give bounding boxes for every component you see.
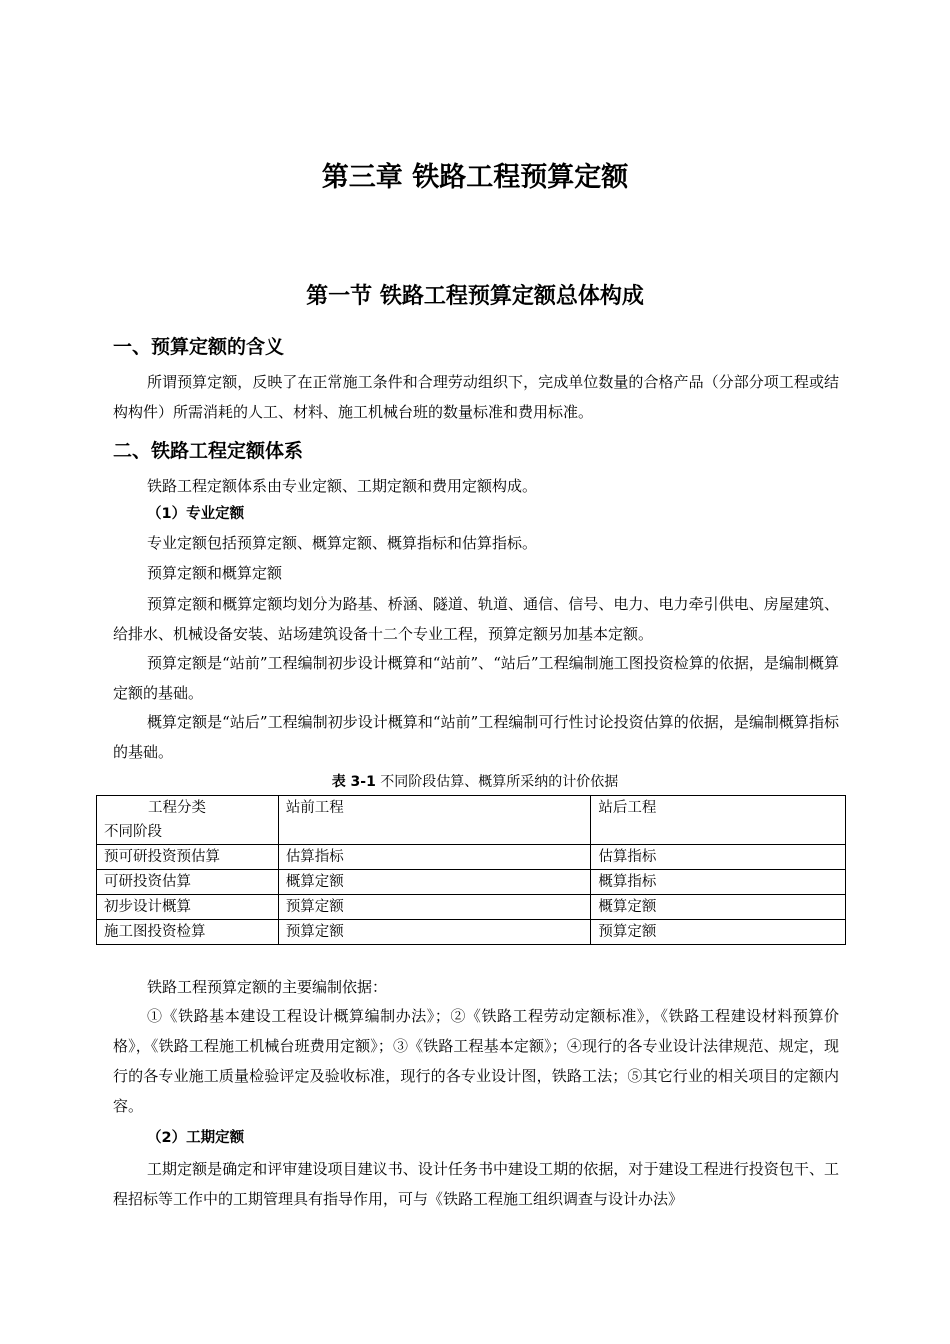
table-row: [97, 895, 846, 920]
header-cell-station-front: 站前工程: [278, 796, 591, 845]
table-cell-rear: 估算指标: [591, 845, 846, 870]
table-caption: [0, 772, 950, 792]
table-row: [97, 920, 846, 945]
header-cell-station-rear: 站后工程: [591, 796, 846, 845]
table-cell-front: 概算定额: [278, 870, 591, 895]
table-cell-stage: 预可研投资预估算: [97, 845, 279, 870]
paragraph-basis-intro: 铁路工程预算定额的主要编制依据：: [147, 978, 388, 996]
table-row: [97, 845, 846, 870]
table-caption-text: 不同阶段估算、概算所采纳的计价依据: [375, 774, 619, 790]
table-cell-rear: 概算指标: [591, 870, 846, 895]
paragraph-definition: 所谓预算定额，反映了在正常施工条件和合理劳动组织下，完成单位数量的合格产品（分部分项工程或结构构件）所需消耗的人工、材料、施工机械台班的数量标准和费用标准。: [113, 373, 839, 421]
paragraph-budget-quota-use: 预算定额是“站前”工程编制初步设计概算和“站前”、“站后”工程编制施工图投资检算的依据，是编制概算定额的基础。: [113, 654, 839, 702]
table-cell-rear: 预算定额: [591, 920, 846, 945]
section-title: 第一节 铁路工程预算定额总体构成: [306, 284, 644, 309]
table-row: [97, 870, 846, 895]
chapter-title: 第三章 铁路工程预算定额: [321, 162, 629, 193]
paragraph-budget-and-estimate: 预算定额和概算定额: [147, 564, 283, 582]
heading-professional-quota: （1）专业定额: [147, 506, 245, 522]
header-stage: 不同阶段: [104, 824, 162, 840]
table-cell-rear: 概算定额: [591, 895, 846, 920]
paragraph-twelve-specialties: 预算定额和概算定额均划分为路基、桥涵、隧道、轨道、通信、信号、电力、电力牵引供电、房屋建筑、给排水、机械设备安装、站场建筑设备十二个专业工程，预算定额另加基本定额。: [113, 595, 839, 643]
table-cell-front: 预算定额: [278, 920, 591, 945]
table-cell-front: 估算指标: [278, 845, 591, 870]
table-caption-label: 表 3-1: [331, 774, 376, 790]
paragraph-duration-quota: 工期定额是确定和评审建设项目建议书、设计任务书中建设工期的依据，对于建设工程进行投资包干、工程招标等工作中的工期管理具有指导作用，可与《铁路工程施工组织调查与设计办法》: [113, 1160, 839, 1208]
heading-budget-quota-meaning: 一、预算定额的含义: [113, 336, 285, 358]
paragraph-estimate-quota-use: 概算定额是“站后”工程编制初步设计概算和“站前”工程编制可行性讨论投资估算的依据，是编制概算指标的基础。: [113, 713, 839, 761]
paragraph-basis-list: ①《铁路基本建设工程设计概算编制办法》；②《铁路工程劳动定额标准》，《铁路工程建设材料预算价格》，《铁路工程施工机械台班费用定额》；③《铁路工程基本定额》；④现行的各专业设计法律规范、规定，现行的各专业施工质量检验评定及验收标准，现行的各专业设计图，铁路工法；⑤其它行业的相关项目的定额内容。: [113, 1007, 839, 1115]
table-cell-stage: 可研投资估算: [97, 870, 279, 895]
heading-quota-system: 二、铁路工程定额体系: [113, 440, 304, 462]
table-cell-front: 预算定额: [278, 895, 591, 920]
paragraph-system-composition: 铁路工程定额体系由专业定额、工期定额和费用定额构成。: [147, 477, 538, 495]
header-project-category: 工程分类: [148, 800, 206, 816]
table-header-row: [97, 796, 846, 845]
header-cell-category: [97, 796, 279, 845]
table-cell-stage: 施工图投资检算: [97, 920, 279, 945]
pricing-basis-table: [96, 795, 846, 945]
paragraph-professional-quota: 专业定额包括预算定额、概算定额、概算指标和估算指标。: [147, 534, 538, 552]
table-cell-stage: 初步设计概算: [97, 895, 279, 920]
heading-duration-quota: （2）工期定额: [147, 1130, 245, 1146]
